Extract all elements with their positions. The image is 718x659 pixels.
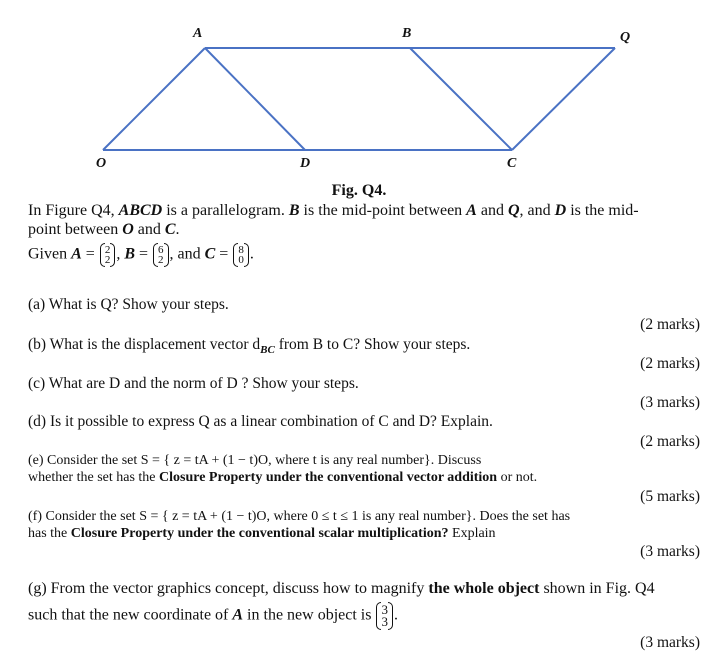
figure-q4 [0, 0, 718, 180]
vector-b: 6 2 [153, 245, 169, 265]
edge-a-d [205, 48, 305, 150]
point-label-b: B [402, 26, 412, 41]
point-label-q: Q [620, 30, 631, 45]
marks-f: (3 marks) [640, 543, 700, 560]
vector-new-a: 3 3 [376, 604, 393, 628]
marks-a: (2 marks) [640, 316, 700, 333]
intro-given-line: Given A = 2 2 , B = 6 2 , and C = 8 0 . [28, 244, 254, 266]
marks-c: (3 marks) [640, 394, 700, 411]
question-e-line-2: whether the set has the Closure Property under the conventional vector addition or not. [28, 470, 538, 485]
marks-b: (2 marks) [640, 355, 700, 372]
edge-o-a [103, 48, 205, 150]
intro-line-2: point between O and C. [28, 221, 180, 238]
point-label-a: A [193, 26, 203, 41]
marks-e: (5 marks) [640, 488, 700, 505]
edge-b-c [410, 48, 512, 150]
question-c: (c) What are D and the norm of D ? Show your steps. [28, 375, 359, 392]
marks-d: (2 marks) [640, 433, 700, 450]
question-a: (a) What is Q? Show your steps. [28, 296, 229, 313]
intro-line-1: In Figure Q4, ABCD is a parallelogram. B is the mid-point between A and Q, and D is the mid- [28, 202, 639, 219]
marks-g: (3 marks) [640, 634, 700, 651]
point-label-c: C [507, 156, 517, 171]
vector-a: 2 2 [100, 245, 116, 265]
edge-c-q [512, 48, 615, 150]
parallelogram-diagram [0, 0, 718, 180]
question-b: (b) What is the displacement vector $d_{BC}$ from B to C? Show your steps. [28, 336, 471, 357]
question-e-line-1: (e) Consider the set S = { z = tA + (1 − t)O, where t is any real number}. Discuss [28, 453, 482, 468]
question-g-line-1: (g) From the vector graphics concept, discuss how to magnify the whole object shown in Fig. Q4 [28, 580, 655, 597]
question-g-line-2: such that the new coordinate of A in the new object is 3 3 . [28, 602, 398, 629]
question-f-line-2: has the Closure Property under the conventional scalar multiplication? Explain [28, 526, 496, 541]
point-label-d: D [300, 156, 311, 171]
point-label-o: O [96, 156, 107, 171]
vector-c: 8 0 [233, 245, 249, 265]
question-f-line-1: (f) Consider the set S = { z = tA + (1 − t)O, where 0 ≤ t ≤ 1 is any real number}. Does the set has [28, 509, 571, 524]
question-d: (d) Is it possible to express Q as a linear combination of C and D? Explain. [28, 413, 493, 430]
figure-caption: Fig. Q4. [331, 182, 387, 199]
